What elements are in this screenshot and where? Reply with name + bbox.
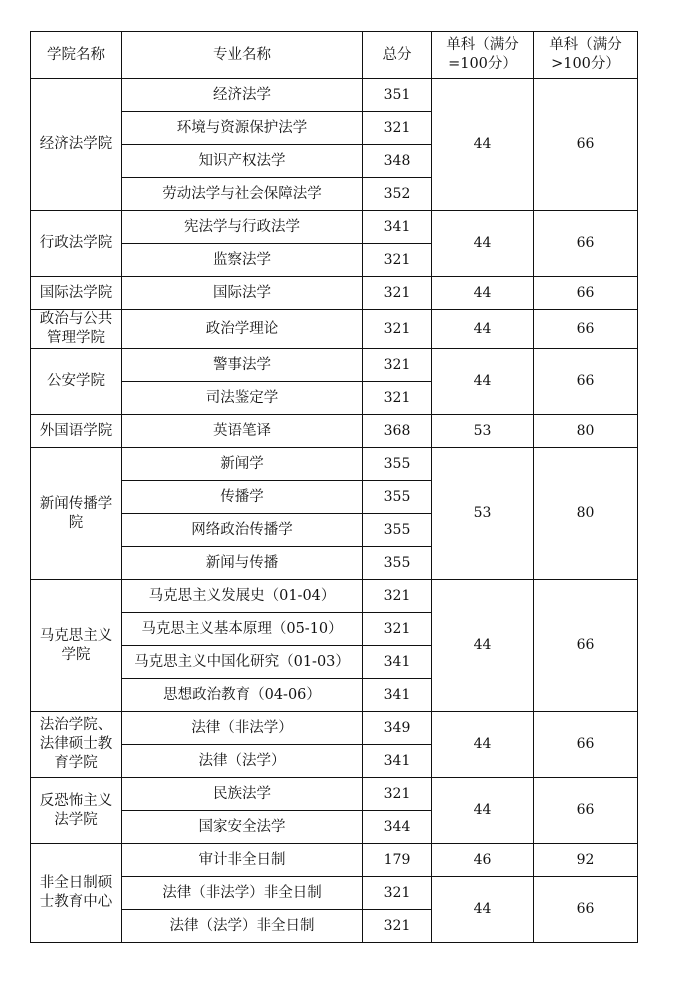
single-score-over-100: 66 <box>534 778 638 844</box>
single-score-100: 44 <box>432 277 534 310</box>
major-name: 劳动法学与社会保障法学 <box>122 178 363 211</box>
table-row <box>31 211 638 244</box>
score-table <box>30 31 638 943</box>
total-score: 321 <box>363 580 432 613</box>
single-score-over-100: 80 <box>534 448 638 580</box>
single-score-over-100: 92 <box>534 844 638 877</box>
single-score-over-100: 66 <box>534 277 638 310</box>
major-name: 新闻学 <box>122 448 363 481</box>
header-total: 总分 <box>363 32 432 79</box>
total-score: 321 <box>363 382 432 415</box>
total-score: 344 <box>363 811 432 844</box>
table-row <box>31 277 638 310</box>
total-score: 321 <box>363 613 432 646</box>
table-row <box>31 844 638 877</box>
total-score: 321 <box>363 277 432 310</box>
major-name: 马克思主义基本原理（05-10） <box>122 613 363 646</box>
total-score: 349 <box>363 712 432 745</box>
single-score-over-100: 80 <box>534 415 638 448</box>
total-score: 348 <box>363 145 432 178</box>
major-name: 监察法学 <box>122 244 363 277</box>
table-row <box>31 349 638 382</box>
header-major: 专业名称 <box>122 32 363 79</box>
table-body <box>31 79 638 943</box>
major-name: 新闻与传播 <box>122 547 363 580</box>
total-score: 341 <box>363 745 432 778</box>
major-name: 审计非全日制 <box>122 844 363 877</box>
single-score-over-100: 66 <box>534 580 638 712</box>
single-score-100: 53 <box>432 448 534 580</box>
total-score: 368 <box>363 415 432 448</box>
major-name: 宪法学与行政法学 <box>122 211 363 244</box>
header-single-over-100: 单科（满分>100分） <box>534 32 638 79</box>
college-name: 新闻传播学院 <box>31 448 122 580</box>
single-score-100: 44 <box>432 349 534 415</box>
college-name: 经济法学院 <box>31 79 122 211</box>
total-score: 341 <box>363 211 432 244</box>
college-name: 公安学院 <box>31 349 122 415</box>
major-name: 政治学理论 <box>122 310 363 349</box>
major-name: 网络政治传播学 <box>122 514 363 547</box>
single-score-over-100: 66 <box>534 349 638 415</box>
total-score: 321 <box>363 910 432 943</box>
college-name: 政治与公共管理学院 <box>31 310 122 349</box>
single-score-100: 44 <box>432 778 534 844</box>
total-score: 341 <box>363 646 432 679</box>
total-score: 355 <box>363 547 432 580</box>
major-name: 知识产权法学 <box>122 145 363 178</box>
total-score: 355 <box>363 514 432 547</box>
single-score-over-100: 66 <box>534 79 638 211</box>
major-name: 国际法学 <box>122 277 363 310</box>
table-row <box>31 778 638 811</box>
major-name: 法律（非法学）非全日制 <box>122 877 363 910</box>
table-row <box>31 79 638 112</box>
single-score-over-100: 66 <box>534 877 638 943</box>
table-row <box>31 712 638 745</box>
major-name: 马克思主义中国化研究（01-03） <box>122 646 363 679</box>
major-name: 传播学 <box>122 481 363 514</box>
single-score-100: 44 <box>432 211 534 277</box>
college-name: 反恐怖主义法学院 <box>31 778 122 844</box>
major-name: 警事法学 <box>122 349 363 382</box>
single-score-100: 44 <box>432 712 534 778</box>
major-name: 法律（非法学） <box>122 712 363 745</box>
major-name: 马克思主义发展史（01-04） <box>122 580 363 613</box>
total-score: 321 <box>363 877 432 910</box>
table-row <box>31 580 638 613</box>
single-score-over-100: 66 <box>534 310 638 349</box>
single-score-100: 44 <box>432 79 534 211</box>
major-name: 司法鉴定学 <box>122 382 363 415</box>
single-score-over-100: 66 <box>534 211 638 277</box>
major-name: 法律（法学） <box>122 745 363 778</box>
total-score: 341 <box>363 679 432 712</box>
college-name: 外国语学院 <box>31 415 122 448</box>
major-name: 国家安全法学 <box>122 811 363 844</box>
total-score: 352 <box>363 178 432 211</box>
college-name: 马克思主义学院 <box>31 580 122 712</box>
college-name: 非全日制硕士教育中心 <box>31 844 122 943</box>
total-score: 355 <box>363 481 432 514</box>
major-name: 经济法学 <box>122 79 363 112</box>
major-name: 思想政治教育（04-06） <box>122 679 363 712</box>
college-name: 法治学院、法律硕士教育学院 <box>31 712 122 778</box>
total-score: 321 <box>363 112 432 145</box>
single-score-100: 44 <box>432 310 534 349</box>
major-name: 环境与资源保护法学 <box>122 112 363 145</box>
single-score-over-100: 66 <box>534 712 638 778</box>
total-score: 321 <box>363 310 432 349</box>
total-score: 179 <box>363 844 432 877</box>
total-score: 351 <box>363 79 432 112</box>
total-score: 321 <box>363 244 432 277</box>
single-score-100: 53 <box>432 415 534 448</box>
college-name: 行政法学院 <box>31 211 122 277</box>
single-score-100: 44 <box>432 877 534 943</box>
major-name: 英语笔译 <box>122 415 363 448</box>
table-row <box>31 310 638 349</box>
major-name: 法律（法学）非全日制 <box>122 910 363 943</box>
header-single-100: 单科（满分=100分） <box>432 32 534 79</box>
college-name: 国际法学院 <box>31 277 122 310</box>
header-row <box>31 32 638 79</box>
total-score: 321 <box>363 349 432 382</box>
total-score: 321 <box>363 778 432 811</box>
table-row <box>31 415 638 448</box>
header-college: 学院名称 <box>31 32 122 79</box>
major-name: 民族法学 <box>122 778 363 811</box>
table-row <box>31 448 638 481</box>
table-row <box>31 877 638 910</box>
total-score: 355 <box>363 448 432 481</box>
single-score-100: 46 <box>432 844 534 877</box>
single-score-100: 44 <box>432 580 534 712</box>
